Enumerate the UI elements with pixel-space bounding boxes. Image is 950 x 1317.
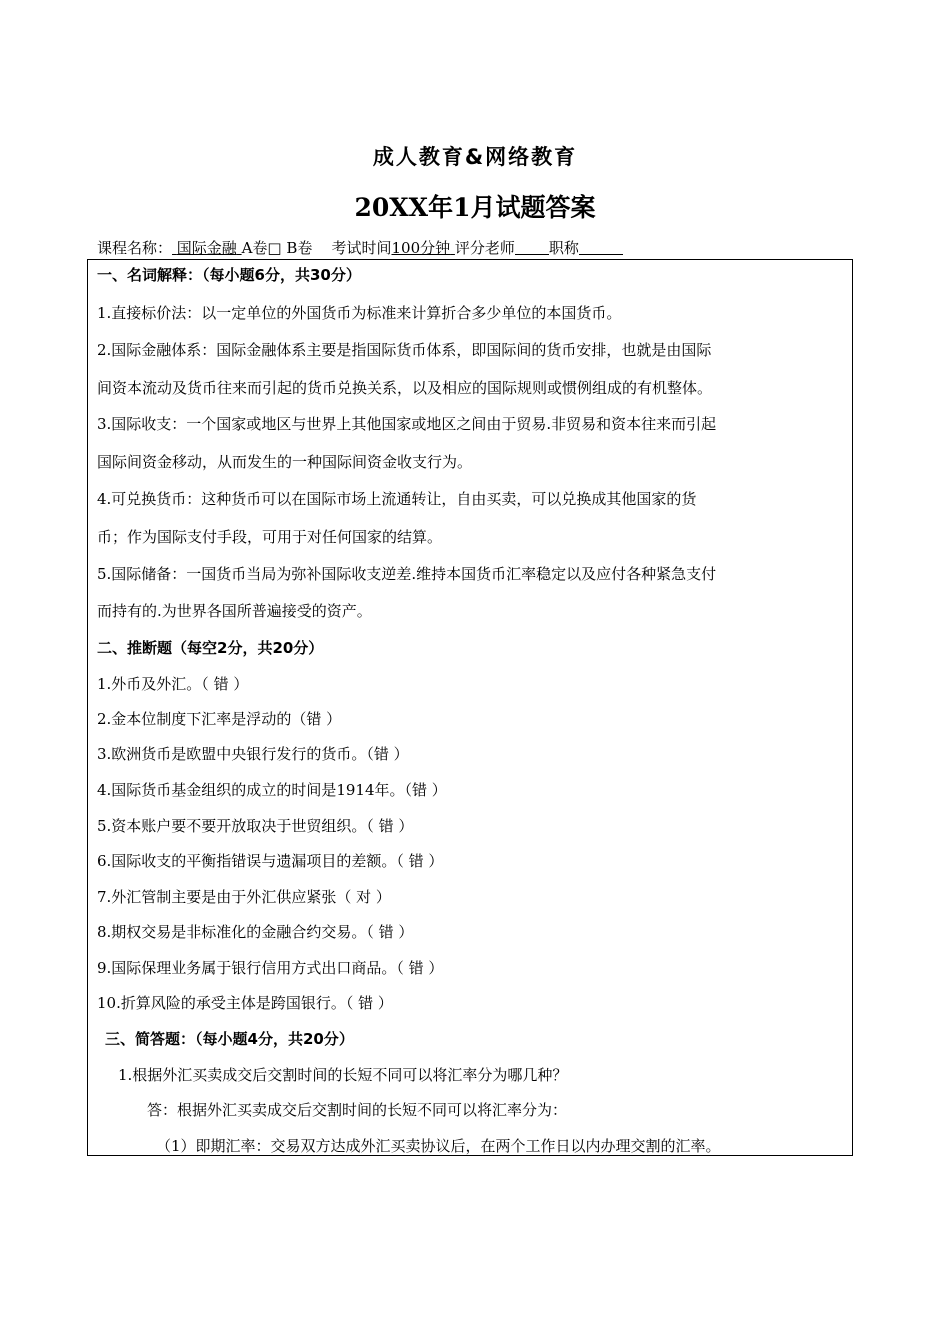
section3-heading: 三、简答题：（每小题4分，共20分） [105,1030,354,1048]
section1-heading: 一、名词解释：（每小题6分，共30分） [97,266,361,284]
course-name: 国际金融 [176,239,237,257]
s2-item-3: 3.欧洲货币是欧盟中央银行发行的货币。（错 ） [97,745,409,763]
course-label: 课程名称： [97,239,173,257]
s1-line-9: 而持有的.为世界各国所普遍接受的资产。 [97,602,372,620]
s2-item-9: 9.国际保理业务属于银行信用方式出口商品。（ 错 ） [97,959,444,977]
s3-question-1: 1.根据外汇买卖成交后交割时间的长短不同可以将汇率分为哪几种？ [118,1066,568,1084]
s3-answer-1: 答：根据外汇买卖成交后交割时间的长短不同可以将汇率分为： [147,1101,568,1119]
s2-item-7: 7.外汇管制主要是由于外汇供应紧张（ 对 ） [97,888,391,906]
s2-item-5: 5.资本账户要不要开放取决于世贸组织。（ 错 ） [97,817,414,835]
s1-line-3: 间资本流动及货币往来而引起的货币兑换关系，以及相应的国际规则或惯例组成的有机整体。 [97,379,713,397]
section2-heading: 二、推断题（每空2分，共20分） [97,639,324,657]
s2-item-6: 6.国际收支的平衡指错误与遗漏项目的差额。（ 错 ） [97,852,444,870]
title-blank [579,239,623,255]
s1-line-5: 国际间资金移动，从而发生的一种国际间资金收支行为。 [97,453,473,471]
s1-line-7: 币；作为国际支付手段，可用于对任何国家的结算。 [97,528,443,546]
time-value: 100分钟 [391,239,451,257]
s2-item-4: 4.国际货币基金组织的成立的时间是1914年。（错 ） [97,781,447,799]
s1-line-2: 2.国际金融体系：国际金融体系主要是指国际货币体系，即国际间的货币安排，也就是由国际 [97,341,712,359]
s2-item-2: 2.金本位制度下汇率是浮动的（错 ） [97,710,342,728]
grader-blank [515,239,549,255]
org-title: 成人教育&网络教育 [372,145,578,169]
s1-line-8: 5.国际储备：一国货币当局为弥补国际收支逆差.维持本国货币汇率稳定以及应付各种紧急支付 [97,565,717,583]
title-label: 职称 [548,239,579,257]
s2-item-1: 1.外币及外汇。（ 错 ） [97,675,249,693]
course-info-line [97,237,623,258]
time-label: 考试时间 [331,239,392,257]
paper-type: A卷□ B卷 [241,239,313,257]
grader-label: 评分老师 [454,239,515,257]
s1-line-6: 4.可兑换货币：这种货币可以在国际市场上流通转让，自由买卖，可以兑换成其他国家的货 [97,490,697,508]
exam-title: 20XX年1月试题答案 [354,193,596,222]
s2-item-10: 10.折算风险的承受主体是跨国银行。（ 错 ） [97,994,393,1012]
s2-item-8: 8.期权交易是非标准化的金融合约交易。（ 错 ） [97,923,414,941]
s3-answer-1-item-1: （1）即期汇率：交易双方达成外汇买卖协议后，在两个工作日以内办理交割的汇率。 [156,1137,721,1155]
s1-line-1: 1.直接标价法：以一定单位的外国货币为标准来计算折合多少单位的本国货币。 [97,304,622,322]
s1-line-4: 3.国际收支：一个国家或地区与世界上其他国家或地区之间由于贸易.非贸易和资本往来而引起 [97,415,717,433]
